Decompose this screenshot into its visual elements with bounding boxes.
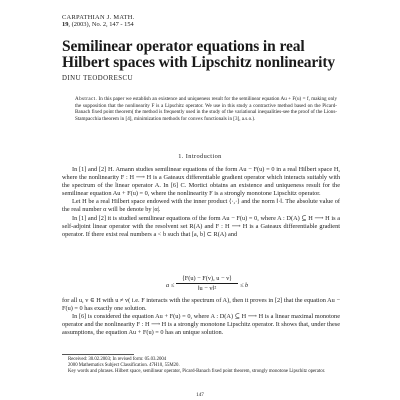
journal-volume-line: 19, (2003), No. 2, 147 - 154 bbox=[62, 21, 134, 29]
display-formula bbox=[0, 275, 400, 297]
paragraph-5: In [6] is considered the equation Au + F(u) = 0, where A : D(A) ⊆ H ⟶ H is a linear maximal monotone operator and the nonlinearity F : H ⟶ H is a strongly monotone Lipschitz operator. It shows that, under these assumptions, the equation Au + F(u) = 0 has an unique solution. bbox=[62, 313, 340, 337]
formula-left: a ≤ bbox=[166, 282, 175, 289]
paragraph-1: In [1] and [2] H. Amann studies semilinear equations of the form Au − F(u) = 0 in a real Hilbert space H, where the nonlinearity F : H ⟶ H is a Gateaux differentiable gradient operator which interacts suitably with the spectrum of the linear operator A. In [6] C. Mortici obtains an existence and uniqueness result for the semilinear equation Au + F(u) = 0, where the nonlinearity F is a strongly monotone Lipschitz operator. bbox=[62, 166, 340, 198]
journal-volume: 19 bbox=[62, 21, 69, 29]
paper-title: Semilinear operator equations in real Hilbert spaces with Lipschitz nonlinearity bbox=[62, 38, 336, 71]
formula-right: ≤ b bbox=[240, 282, 249, 289]
journal-header bbox=[62, 14, 135, 29]
footnote-received: Received: 30.02.2003; In revised form: 05.03.2004 bbox=[68, 357, 167, 362]
paragraph-4: for all u, v ∈ H with u ≠ v( i.e. F interacts with the spectrum of A), then it proves in [2] that the equation Au − F(u) = 0 has exactly one solution. bbox=[62, 297, 340, 313]
footnote-msc: 2000 Mathematics Subject Classification. 47H10, 55M20. bbox=[68, 363, 180, 369]
abstract-text: In this paper we establish an existence and uniqueness result for the semilinear equation Au + F(u) = f, making only the supposition that the nonlinearity F is a Lipschitz operator. We use in this study a contractive method based on the Picard-Banach fixed point theorem( the method is frequently used in the study of the variational inequalities-see the proof of the Lions-Stampacchia theorem in [4], minimization methods for convex functionals in [3], a.s.o.). bbox=[75, 96, 337, 122]
formula-fraction bbox=[176, 275, 238, 292]
page-number: 147 bbox=[196, 392, 204, 398]
paragraph-3: In [1] and [2] it is studied semilinear equations of the form Au − F(u) = 0, where A : D(A) ⊆ H ⟶ H is a self-adjoint linear operator with the resolvent set R(A) and F : H ⟶ H is a Gateaux differentiable gradient operator. If there exist real numbers a < b such that [a, b] ⊂ R(A) and bbox=[62, 214, 340, 238]
paper-author: DINU TEODORESCU bbox=[62, 75, 134, 82]
formula-denominator: ‖u − v‖² bbox=[197, 285, 217, 292]
abstract bbox=[75, 96, 337, 122]
paragraph-2: Let H be a real Hilbert space endowed with the inner product ⟨·,·⟩ and the norm ‖·‖. The absolute value of the real number α will be denote by |α|. bbox=[62, 198, 340, 214]
body-text-before-formula bbox=[62, 166, 340, 239]
body-text-after-formula bbox=[62, 297, 340, 337]
journal-name: CARPATHIAN J. MATH. bbox=[62, 14, 135, 21]
footnote-keywords: Key words and phrases. Hilbert space, semilinear operator, Picard-Banach fixed point theorem, strongly monotone Lipschitz operator. bbox=[68, 369, 326, 375]
footnote-rule bbox=[62, 354, 134, 355]
abstract-label: Abstract. bbox=[75, 96, 98, 102]
footnotes bbox=[62, 357, 340, 375]
section-heading: 1. Introduction bbox=[178, 153, 222, 160]
formula-numerator: ⟨F(u) − F(v), u − v⟩ bbox=[176, 275, 238, 284]
journal-issue: (2003), No. 2, 147 - 154 bbox=[71, 21, 134, 29]
